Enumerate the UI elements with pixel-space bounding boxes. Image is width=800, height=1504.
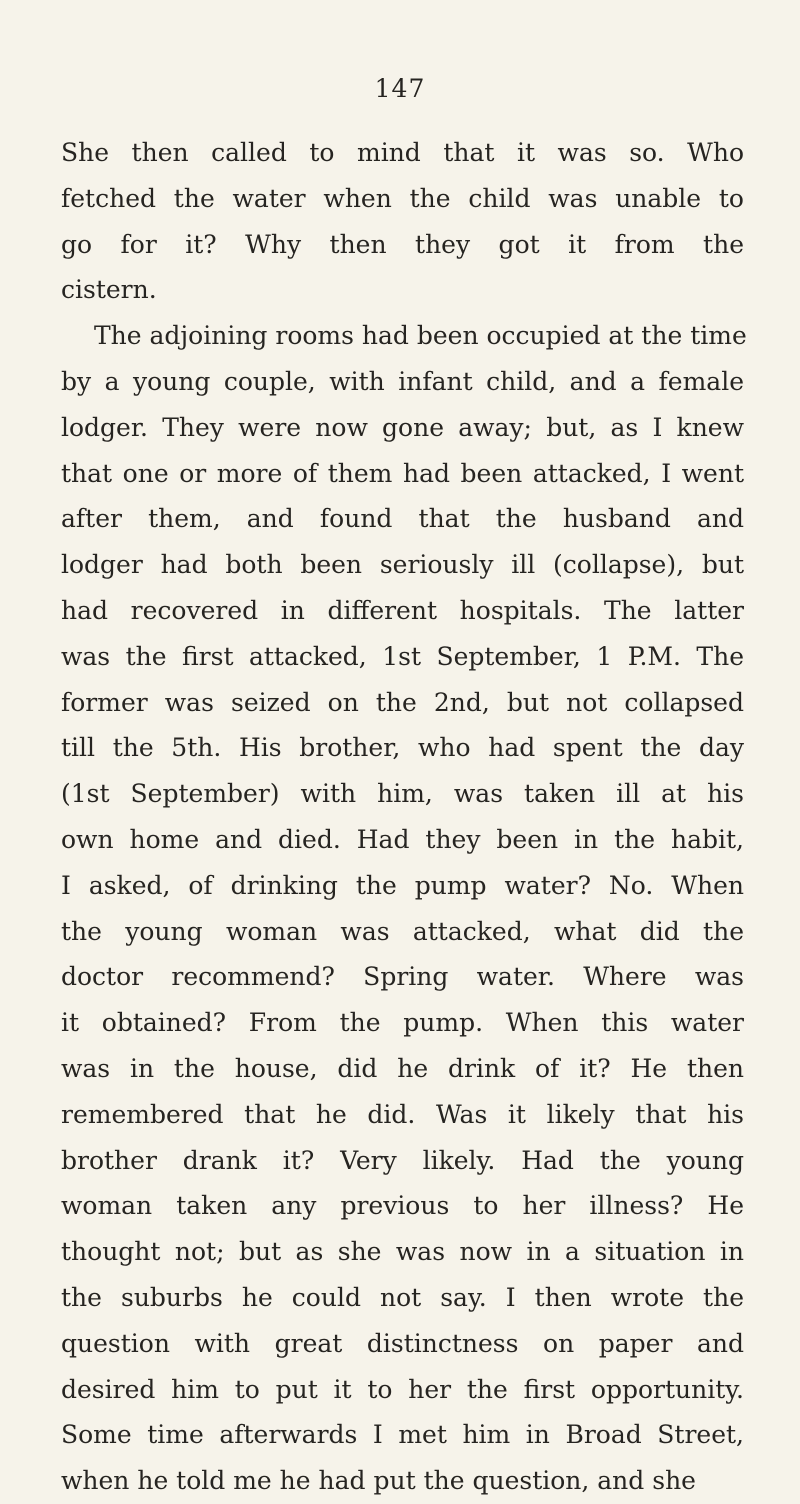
text-line: the suburbs he could not say. I then wrote the: [61, 1282, 744, 1312]
text-line: Some time afterwards I met him in Broad Street,: [61, 1420, 744, 1450]
text-line: the young woman was attacked, what did the: [61, 916, 744, 946]
text-line: till the 5th. His brother, who had spent the day: [61, 733, 744, 763]
text-line: lodger had both been seriously ill (collapse), but: [61, 550, 744, 580]
text-line: former was seized on the 2nd, but not collapsed: [61, 687, 744, 717]
text-line: desired him to put it to her the first opportunity.: [61, 1374, 744, 1404]
text-line: that one or more of them had been attacked, I went: [61, 458, 744, 488]
text-line: question with great distinctness on paper and: [61, 1328, 744, 1358]
text-line: I asked, of drinking the pump water? No. When: [61, 870, 744, 900]
page-number: 147: [374, 74, 426, 103]
text-line: when he told me he had put the question, and she: [61, 1466, 696, 1496]
text-line: lodger. They were now gone away; but, as I knew: [61, 412, 744, 442]
text-line: own home and died. Had they been in the habit,: [61, 824, 744, 854]
text-line: after them, and found that the husband and: [61, 504, 744, 534]
text-line: go for it? Why then they got it from the: [61, 229, 744, 259]
text-line: doctor recommend? Spring water. Where was: [61, 962, 744, 992]
text-line: was in the house, did he drink of it? He then: [61, 1053, 744, 1083]
text-line: cistern.: [61, 275, 157, 305]
text-line: thought not; but as she was now in a situation in: [61, 1237, 744, 1267]
text-line: by a young couple, with infant child, and a female: [61, 366, 744, 396]
text-line: The adjoining rooms had been occupied at the time: [94, 321, 747, 351]
text-line: (1st September) with him, was taken ill at his: [61, 779, 744, 809]
text-line: it obtained? From the pump. When this water: [61, 1008, 744, 1038]
text-line: fetched the water when the child was unable to: [61, 183, 744, 213]
body-text: [61, 130, 747, 1504]
text-line: woman taken any previous to her illness? He: [61, 1191, 744, 1221]
text-line: remembered that he did. Was it likely that his: [61, 1099, 744, 1129]
text-line: was the first attacked, 1st September, 1 P.M. The: [61, 641, 744, 671]
text-line: had recovered in different hospitals. The latter: [61, 595, 744, 625]
text-line: brother drank it? Very likely. Had the young: [61, 1145, 744, 1175]
text-line: She then called to mind that it was so. Who: [61, 138, 744, 167]
